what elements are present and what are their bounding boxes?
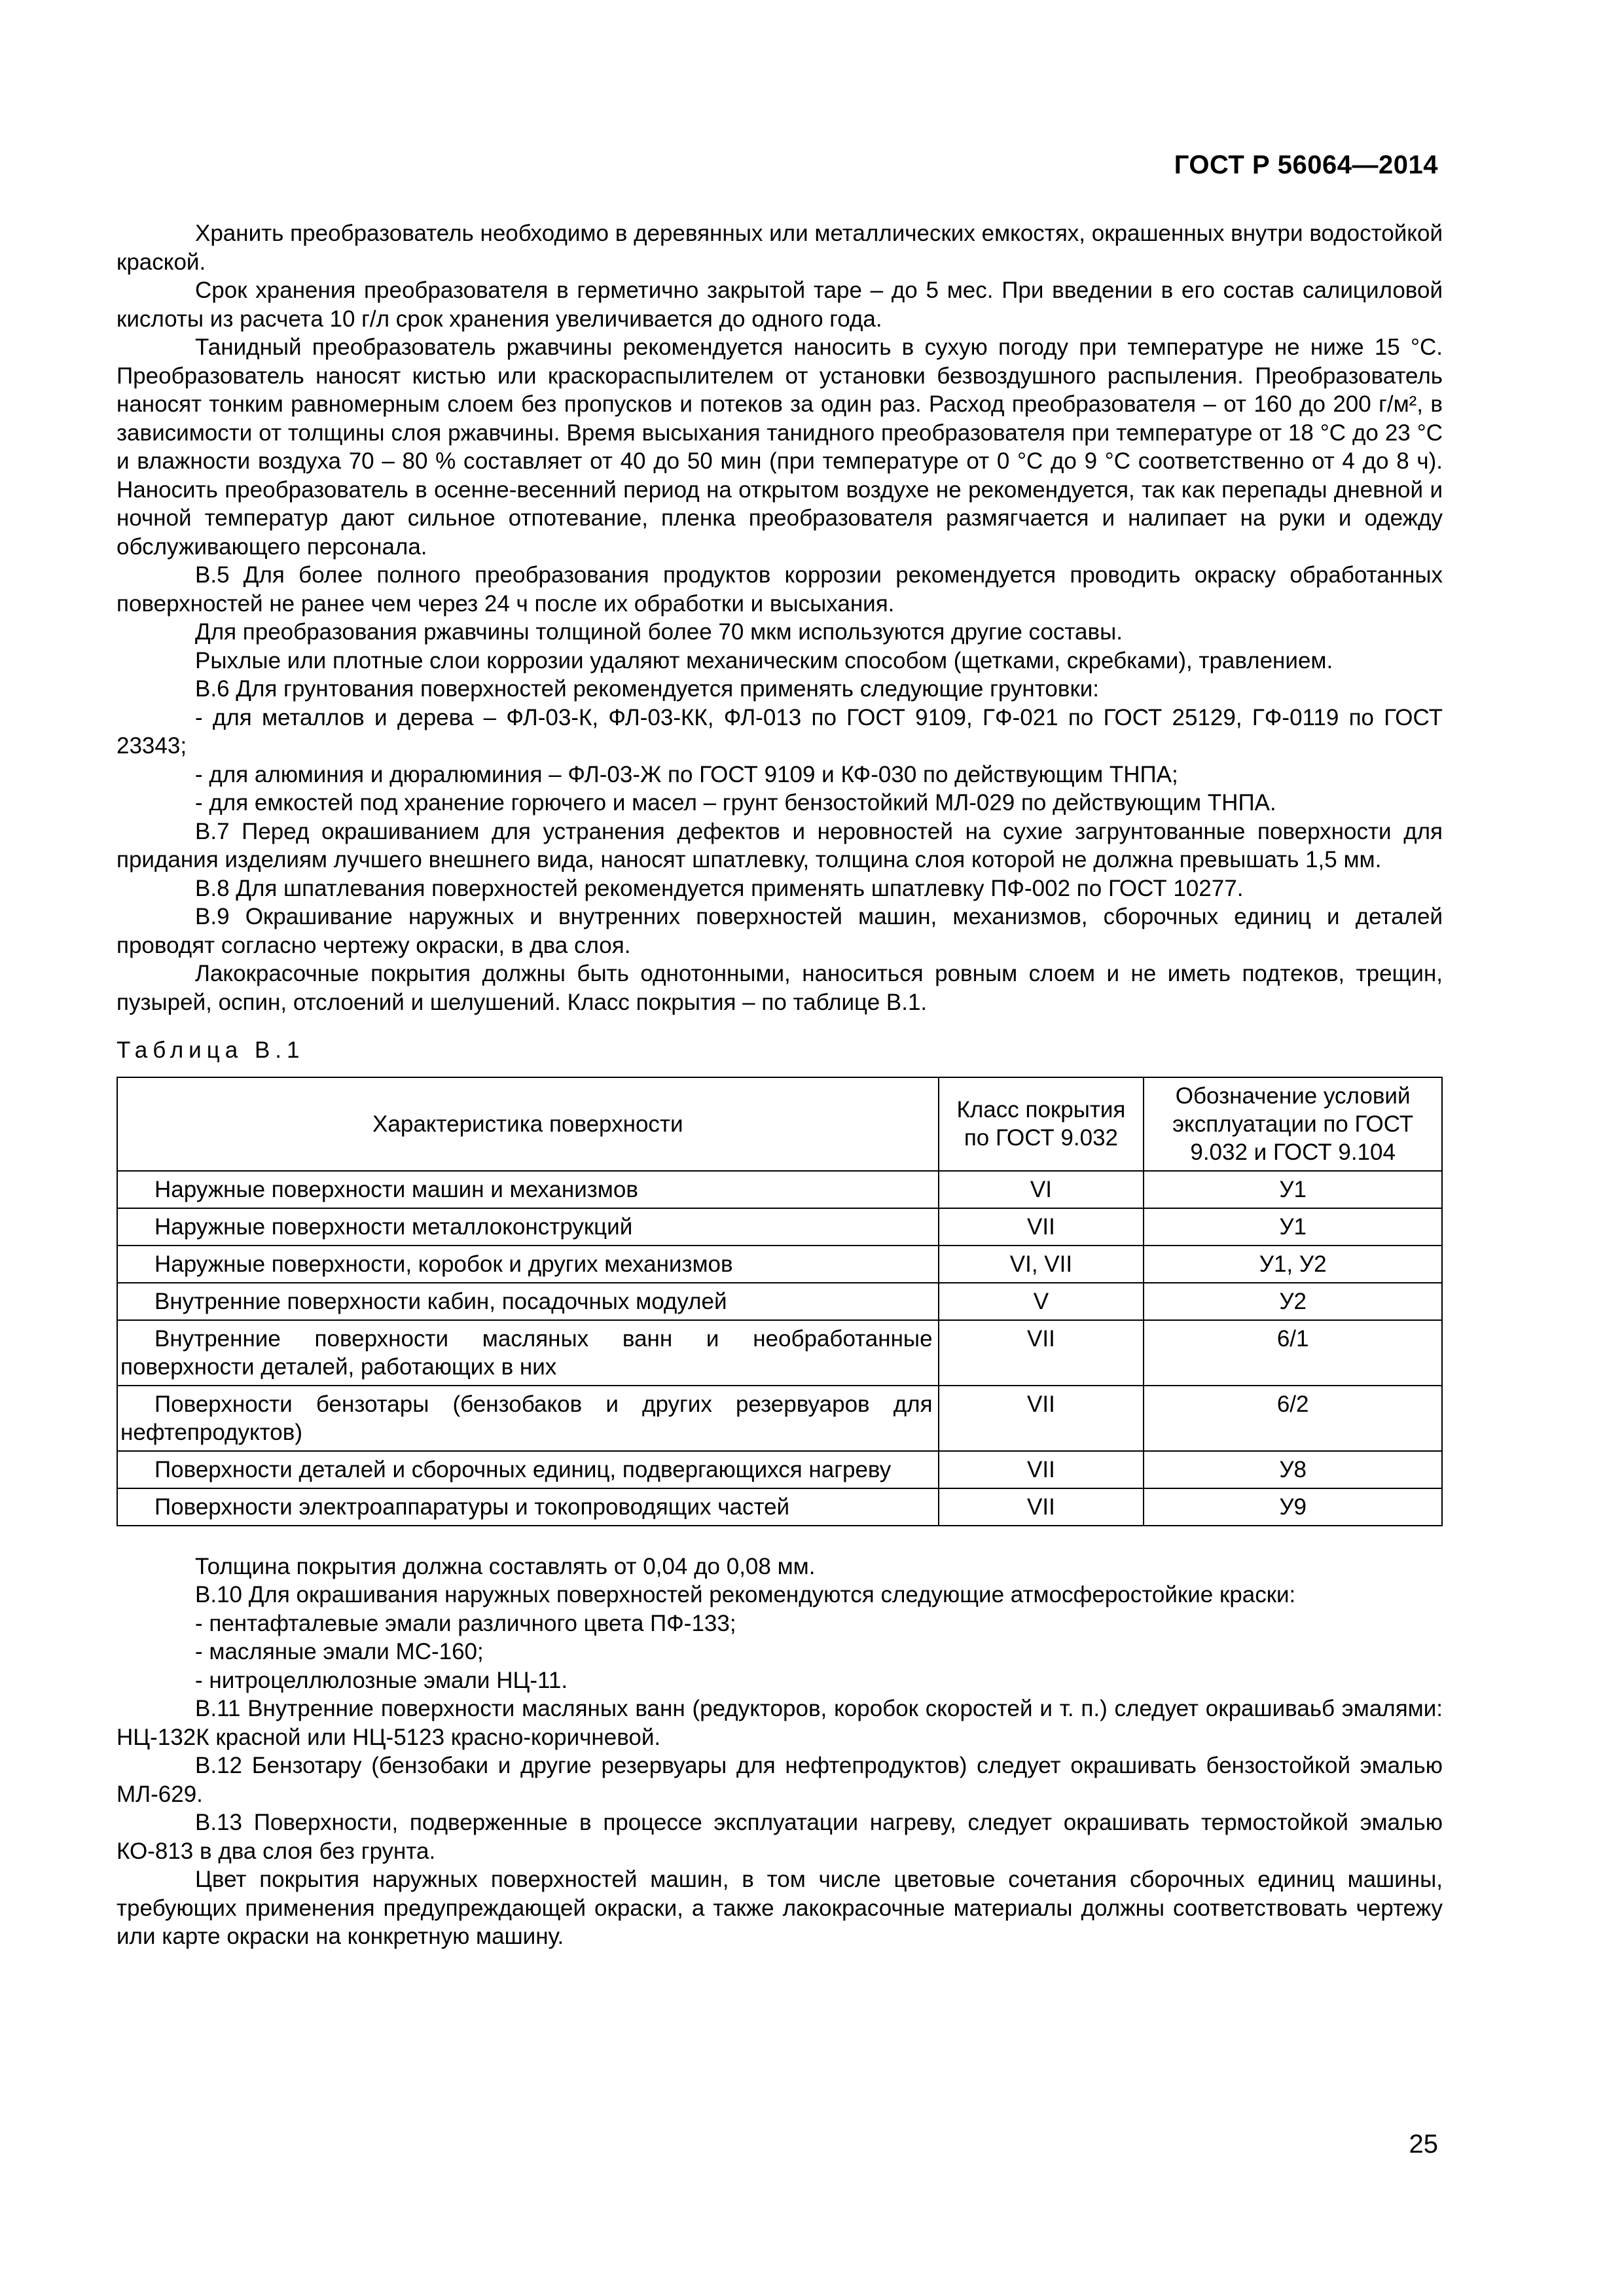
header-conditions: Обозначение условий эксплуатации по ГОСТ 9.032 и ГОСТ 9.104 xyxy=(1144,1077,1442,1171)
coating-class-table xyxy=(117,1077,1443,1526)
cell-characteristic: Внутренние поверхности масляных ванн и необработанные поверхности деталей, работающих в них xyxy=(117,1320,939,1386)
paragraph: В.5 Для более полного преобразования продуктов коррозии рекомендуется проводить окраску обработанных поверхностей не ранее чем через 24 ч после их обработки и высыхания. xyxy=(117,562,1443,617)
header-characteristic: Характеристика поверхности xyxy=(117,1077,939,1171)
paragraph: Срок хранения преобразователя в герметично закрытой таре – до 5 мес. При введении в его состав салициловой кислоты из расчета 10 г/л срок хранения увеличивается до одного года. xyxy=(117,278,1443,332)
list-item: - для алюминия и дюралюминия – ФЛ-03-Ж по ГОСТ 9109 и КФ-030 по действующим ТНПА; xyxy=(195,761,1178,787)
table-row xyxy=(117,1488,1442,1526)
cell-characteristic: Поверхности электроаппаратуры и токопроводящих частей xyxy=(117,1488,939,1526)
paragraph: В.13 Поверхности, подверженные в процессе эксплуатации нагреву, следует окрашивать термостойкой эмалью КО-813 в два слоя без грунта. xyxy=(117,1810,1443,1864)
cell-conditions: У1 xyxy=(1144,1208,1442,1246)
cell-coating-class: VI, VII xyxy=(939,1246,1144,1283)
cell-conditions: У9 xyxy=(1144,1488,1442,1526)
cell-conditions: У1 xyxy=(1144,1171,1442,1208)
cell-coating-class: VII xyxy=(939,1208,1144,1246)
table-row xyxy=(117,1246,1442,1283)
paragraphs-after-table xyxy=(117,1552,1443,1951)
paragraph: В.7 Перед окрашиванием для устранения дефектов и неровностей на сухие загрунтованные поверхности для придания изделиям лучшего внешнего вида, наносят шпатлевку, толщина слоя которой не должна превышать 1,5 мм. xyxy=(117,818,1443,872)
paragraph: Толщина покрытия должна составлять от 0,04 до 0,08 мм. xyxy=(195,1553,816,1579)
document-body xyxy=(117,219,1443,1951)
paragraph: В.12 Бензотару (бензобаки и другие резервуары для нефтепродуктов) следует окрашивать бензостойкой эмалью МЛ-629. xyxy=(117,1753,1443,1807)
cell-conditions: 6/1 xyxy=(1144,1320,1442,1386)
list-item: - пентафталевые эмали различного цвета ПФ-133; xyxy=(195,1610,736,1636)
paragraph: Рыхлые или плотные слои коррозии удаляют механическим способом (щетками, скребками), травлением. xyxy=(195,647,1333,673)
paragraph: Хранить преобразователь необходимо в деревянных или металлических емкостях, окрашенных внутри водостойкой краской. xyxy=(117,221,1443,275)
list-item: - масляные эмали МС-160; xyxy=(195,1639,484,1664)
paragraph: Для преобразования ржавчины толщиной более 70 мкм используются другие составы. xyxy=(195,619,1123,645)
cell-characteristic: Поверхности деталей и сборочных единиц, подвергающихся нагреву xyxy=(117,1451,939,1488)
paragraph: Танидный преобразователь ржавчины рекомендуется наносить в сухую погоду при температуре не ниже 15 °С. Преобразователь наносят кистью или краскораспылителем от установки безвоздушного распыления. Преобразователь наносят тонким равномерным слоем без пропусков и потеков за один раз. Расход преобразователя – от 160 до 200 г/м², в зависимости от толщины слоя ржавчины. Время высыхания танидного преобразователя при температуре от 18 °С до 23 °С и влажности воздуха 70 – 80 % составляет от 40 до 50 мин (при температуре от 0 °С до 9 °С соответственно от 4 до 8 ч). Наносить преобразователь в осенне-весенний период на открытом воздухе не рекомендуется, так как перепады дневной и ночной температур дают сильное отпотевание, пленка преобразователя размягчается и налипает на руки и одежду обслуживающего персонала. xyxy=(117,334,1443,560)
cell-coating-class: VII xyxy=(939,1488,1144,1526)
cell-conditions: У8 xyxy=(1144,1451,1442,1488)
list-item: - для емкостей под хранение горючего и масел – грунт бензостойкий МЛ-029 по действующим ТНПА. xyxy=(195,790,1276,816)
list-item: - для металлов и дерева – ФЛ-03-К, ФЛ-03-КК, ФЛ-013 по ГОСТ 9109, ГФ-021 по ГОСТ 25129, ГФ-0119 по ГОСТ 23343; xyxy=(117,704,1443,759)
header-coating-class: Класс покрытия по ГОСТ 9.032 xyxy=(939,1077,1144,1171)
cell-coating-class: VI xyxy=(939,1171,1144,1208)
table-row xyxy=(117,1171,1442,1208)
document-code-header: ГОСТ Р 56064—2014 xyxy=(1174,151,1438,179)
cell-characteristic: Наружные поверхности металлоконструкций xyxy=(117,1208,939,1246)
cell-characteristic: Внутренние поверхности кабин, посадочных модулей xyxy=(117,1283,939,1320)
cell-characteristic: Наружные поверхности машин и механизмов xyxy=(117,1171,939,1208)
table-row xyxy=(117,1451,1442,1488)
cell-conditions: У1, У2 xyxy=(1144,1246,1442,1283)
cell-coating-class: VII xyxy=(939,1451,1144,1488)
cell-conditions: 6/2 xyxy=(1144,1386,1442,1451)
table-row xyxy=(117,1320,1442,1386)
paragraph: Цвет покрытия наружных поверхностей машин, в том числе цветовые сочетания сборочных единиц машины, требующих применения предупреждающей окраски, а также лакокрасочные материалы должны соответствовать чертежу или карте окраски на конкретную машину. xyxy=(117,1867,1443,1949)
table-caption: Таблица В.1 xyxy=(117,1037,305,1063)
cell-characteristic: Поверхности бензотары (бензобаков и других резервуаров для нефтепродуктов) xyxy=(117,1386,939,1451)
cell-characteristic: Наружные поверхности, коробок и других механизмов xyxy=(117,1246,939,1283)
paragraph: Лакокрасочные покрытия должны быть однотонными, наноситься ровным слоем и не иметь подтеков, трещин, пузырей, оспин, отслоений и шелушений. Класс покрытия – по таблице В.1. xyxy=(117,961,1443,1015)
paragraph: В.10 Для окрашивания наружных поверхностей рекомендуются следующие атмосферостойкие краски: xyxy=(195,1582,1296,1607)
cell-coating-class: VII xyxy=(939,1386,1144,1451)
table-row xyxy=(117,1386,1442,1451)
paragraph: В.11 Внутренние поверхности масляных ванн (редукторов, коробок скоростей и т. п.) следует окрашиваьб эмалями: НЦ-132К красной или НЦ-5123 красно-коричневой. xyxy=(117,1696,1443,1750)
cell-coating-class: V xyxy=(939,1283,1144,1320)
page-number: 25 xyxy=(1409,2130,1438,2159)
table-row xyxy=(117,1208,1442,1246)
paragraph: В.9 Окрашивание наружных и внутренних поверхностей машин, механизмов, сборочных единиц и деталей проводят согласно чертежу окраски, в два слоя. xyxy=(117,904,1443,958)
paragraph: В.8 Для шпатлевания поверхностей рекомендуется применять шпатлевку ПФ-002 по ГОСТ 10277. xyxy=(195,875,1244,901)
paragraph: В.6 Для грунтования поверхностей рекомендуется применять следующие грунтовки: xyxy=(195,676,1100,702)
cell-coating-class: VII xyxy=(939,1320,1144,1386)
table-header-row xyxy=(117,1077,1442,1171)
table-row xyxy=(117,1283,1442,1320)
cell-conditions: У2 xyxy=(1144,1283,1442,1320)
paragraphs-before-table xyxy=(117,219,1443,1016)
list-item: - нитроцеллюлозные эмали НЦ-11. xyxy=(195,1667,568,1693)
